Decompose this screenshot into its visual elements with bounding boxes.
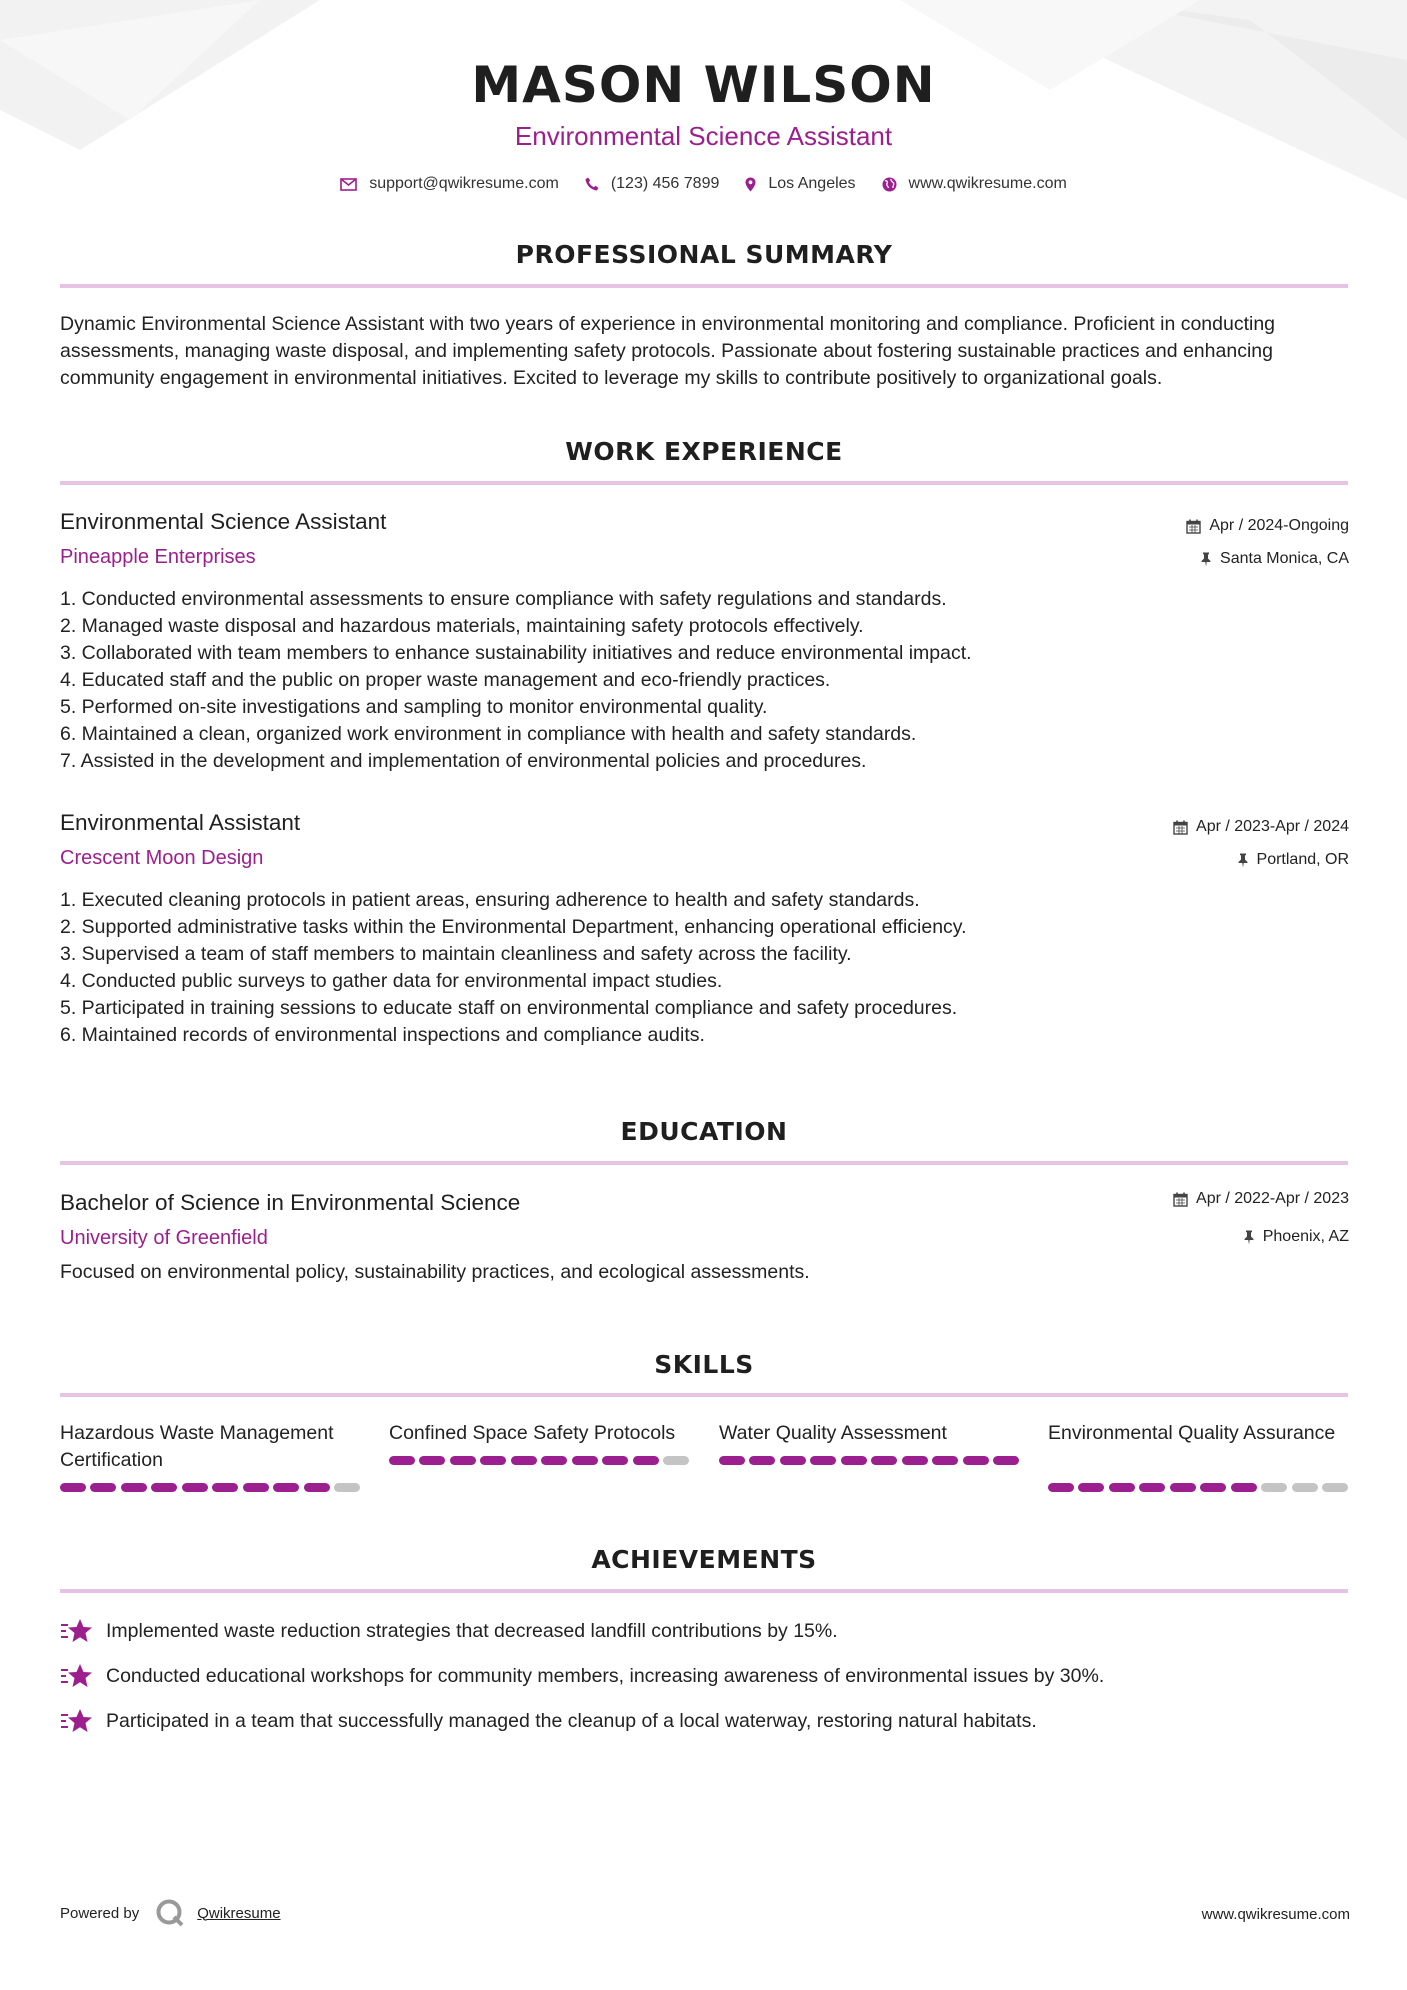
skill-level-segment-filled — [389, 1456, 415, 1465]
skill-level-segment-filled — [182, 1483, 208, 1492]
qwikresume-logo-icon — [155, 1898, 185, 1928]
skill-level-segment-filled — [572, 1456, 598, 1465]
contact-location — [745, 175, 855, 193]
contact-website-text: www.qwikresume.com — [908, 175, 1067, 192]
calendar-icon — [1173, 820, 1188, 835]
skill-level-segment-filled — [212, 1483, 238, 1492]
skill-level-bar — [389, 1456, 689, 1465]
contact-location-text: Los Angeles — [768, 175, 856, 192]
skill-level-segment-filled — [1139, 1483, 1165, 1492]
star-icon — [60, 1708, 94, 1734]
star-icon — [60, 1618, 94, 1644]
job-location — [1237, 851, 1349, 869]
education-divider — [60, 1161, 1348, 1165]
skill-level-bar — [60, 1483, 360, 1492]
skill-level-segment-filled — [1170, 1483, 1196, 1492]
skill-level-segment-filled — [780, 1456, 806, 1465]
skills-heading: SKILLS — [654, 1350, 754, 1379]
skill-level-segment-filled — [1048, 1483, 1074, 1492]
job-bullet: 5. Performed on-site investigations and sampling to monitor environmental quality. — [60, 696, 768, 718]
skill-level-segment-filled — [121, 1483, 147, 1492]
job-bullet: 7. Assisted in the development and implementation of environmental policies and procedures. — [60, 750, 867, 772]
skill-level-segment-empty — [334, 1483, 360, 1492]
job-bullet: 6. Maintained records of environmental inspections and compliance audits. — [60, 1024, 705, 1046]
skill-level-segment-filled — [1109, 1483, 1135, 1492]
education-dates-text: Apr / 2022-Apr / 2023 — [1196, 1190, 1349, 1207]
achievements-divider — [60, 1589, 1348, 1593]
skill-level-segment-filled — [719, 1456, 745, 1465]
job-bullet: 2. Supported administrative tasks within the Environmental Department, enhancing operational efficiency. — [60, 916, 967, 938]
summary-heading: PROFESSIONAL SUMMARY — [515, 240, 893, 269]
job-location-text: Santa Monica, CA — [1220, 550, 1349, 567]
education-description: Focused on environmental policy, sustainability practices, and ecological assessments. — [60, 1261, 810, 1283]
job-bullet-list — [60, 887, 1340, 1049]
skill-level-segment-empty — [663, 1456, 689, 1465]
job-bullet: 4. Conducted public surveys to gather data for environmental impact studies. — [60, 970, 723, 992]
experience-divider — [60, 481, 1348, 485]
candidate-name: MASON WILSON — [471, 56, 936, 114]
skill-level-segment-filled — [60, 1483, 86, 1492]
education-degree: Bachelor of Science in Environmental Science — [60, 1190, 521, 1215]
skill-level-bar — [1048, 1483, 1348, 1492]
skill-level-segment-filled — [993, 1456, 1019, 1465]
skill-level-segment-filled — [450, 1456, 476, 1465]
job-bullet: 1. Executed cleaning protocols in patient areas, ensuring adherence to health and safety standards. — [60, 889, 920, 911]
powered-by-label: Powered by — [60, 1904, 140, 1922]
job-bullet: 1. Conducted environmental assessments to ensure compliance with safety regulations and standards. — [60, 588, 947, 610]
contact-email-text: support@qwikresume.com — [369, 175, 559, 192]
skill-level-segment-empty — [1261, 1483, 1287, 1492]
pushpin-icon — [1237, 853, 1249, 868]
job-dates — [1173, 818, 1349, 836]
skill-level-segment-filled — [151, 1483, 177, 1492]
skill-level-segment-filled — [419, 1456, 445, 1465]
skill-level-segment-filled — [243, 1483, 269, 1492]
skill-name: Confined Space Safety Protocols — [389, 1422, 676, 1444]
skill-level-segment-filled — [480, 1456, 506, 1465]
job-bullet: 6. Maintained a clean, organized work environment in compliance with health and safety standards. — [60, 723, 917, 745]
skill-item — [389, 1420, 689, 1447]
star-icon — [60, 1663, 94, 1689]
skill-level-segment-filled — [749, 1456, 775, 1465]
calendar-icon — [1173, 1192, 1188, 1207]
achievement-text: Implemented waste reduction strategies that decreased landfill contributions by 15%. — [106, 1619, 838, 1642]
achievement-item — [60, 1663, 1104, 1689]
skill-level-segment-filled — [90, 1483, 116, 1492]
skill-level-segment-filled — [963, 1456, 989, 1465]
skill-level-segment-filled — [602, 1456, 628, 1465]
skill-level-segment-empty — [1322, 1483, 1348, 1492]
skill-level-segment-filled — [932, 1456, 958, 1465]
achievement-item — [60, 1708, 1037, 1734]
job-bullet: 2. Managed waste disposal and hazardous materials, maintaining safety protocols effectively. — [60, 615, 864, 637]
skill-name: Water Quality Assessment — [719, 1422, 947, 1444]
skills-divider — [60, 1393, 1348, 1397]
envelope-icon — [340, 178, 357, 191]
education-location-text: Phoenix, AZ — [1262, 1228, 1349, 1245]
education-heading: EDUCATION — [620, 1117, 788, 1146]
skill-level-segment-filled — [541, 1456, 567, 1465]
skill-level-segment-filled — [810, 1456, 836, 1465]
job-bullet-list — [60, 586, 1340, 775]
achievements-heading: ACHIEVEMENTS — [591, 1545, 817, 1574]
skill-level-segment-filled — [511, 1456, 537, 1465]
job-role: Environmental Science Assistant — [60, 509, 387, 534]
skill-level-segment-empty — [1292, 1483, 1318, 1492]
contact-website[interactable] — [882, 175, 1067, 193]
skill-item — [60, 1420, 360, 1474]
contact-phone-text: (123) 456 7899 — [610, 175, 720, 192]
pushpin-icon — [1200, 552, 1212, 567]
summary-divider — [60, 284, 1348, 288]
skill-level-segment-filled — [841, 1456, 867, 1465]
job-role: Environmental Assistant — [60, 810, 301, 835]
footer-powered-by — [60, 1898, 281, 1928]
skill-level-segment-filled — [1078, 1483, 1104, 1492]
map-marker-icon — [745, 177, 756, 192]
achievement-text: Conducted educational workshops for community members, increasing awareness of environmental issues by 30%. — [106, 1664, 1105, 1687]
contact-phone[interactable] — [585, 175, 720, 193]
contact-email[interactable] — [340, 175, 559, 193]
skill-name: Environmental Quality Assurance — [1048, 1422, 1336, 1444]
job-location-text: Portland, OR — [1256, 851, 1349, 868]
pushpin-icon — [1243, 1230, 1255, 1245]
skill-level-segment-filled — [902, 1456, 928, 1465]
globe-icon — [882, 177, 897, 192]
job-bullet: 3. Collaborated with team members to enhance sustainability initiatives and reduce environmental impact. — [60, 642, 972, 664]
job-dates — [1186, 517, 1349, 535]
achievement-text: Participated in a team that successfully managed the cleanup of a local waterway, restoring natural habitats. — [106, 1709, 1037, 1732]
skill-level-segment-filled — [633, 1456, 659, 1465]
job-company: Pineapple Enterprises — [60, 546, 256, 568]
calendar-icon — [1186, 519, 1201, 534]
job-dates-text: Apr / 2023-Apr / 2024 — [1196, 818, 1349, 835]
education-school: University of Greenfield — [60, 1227, 268, 1249]
candidate-title: Environmental Science Assistant — [514, 121, 893, 151]
header-background-decoration — [0, 0, 1407, 230]
footer-url[interactable]: www.qwikresume.com — [1201, 1906, 1350, 1923]
phone-icon — [585, 177, 599, 191]
job-bullet: 4. Educated staff and the public on proper waste management and eco-friendly practices. — [60, 669, 831, 691]
achievement-item — [60, 1618, 838, 1644]
experience-heading: WORK EXPERIENCE — [565, 437, 843, 466]
skill-item — [719, 1420, 1019, 1447]
skill-level-segment-filled — [1231, 1483, 1257, 1492]
skill-level-bar — [719, 1456, 1019, 1465]
skill-level-segment-filled — [304, 1483, 330, 1492]
contact-bar — [0, 175, 1407, 193]
job-company: Crescent Moon Design — [60, 847, 264, 869]
job-bullet: 5. Participated in training sessions to educate staff on environmental compliance and safety procedures. — [60, 997, 958, 1019]
skill-level-segment-filled — [871, 1456, 897, 1465]
education-dates — [1173, 1190, 1349, 1208]
job-dates-text: Apr / 2024-Ongoing — [1209, 517, 1349, 534]
education-location — [1243, 1228, 1349, 1246]
summary-text: Dynamic Environmental Science Assistant with two years of experience in environmental monitoring and compliance. Proficient in conducting assessments, managing waste disposal, and implementing safety protocols. Passionate about fostering sustainable practices and enhancing community engagement in environmental initiatives. Excited to leverage my skills to contribute positively to organizational goals. — [60, 313, 1276, 389]
job-bullet: 3. Supervised a team of staff members to maintain cleanliness and safety across the facility. — [60, 943, 852, 965]
skill-name: Hazardous Waste Management Certification — [60, 1422, 334, 1471]
skill-level-segment-filled — [273, 1483, 299, 1492]
skill-level-segment-filled — [1200, 1483, 1226, 1492]
job-location — [1200, 550, 1349, 568]
skill-item — [1048, 1420, 1348, 1447]
qwikresume-link[interactable]: Qwikresume — [197, 1904, 281, 1922]
